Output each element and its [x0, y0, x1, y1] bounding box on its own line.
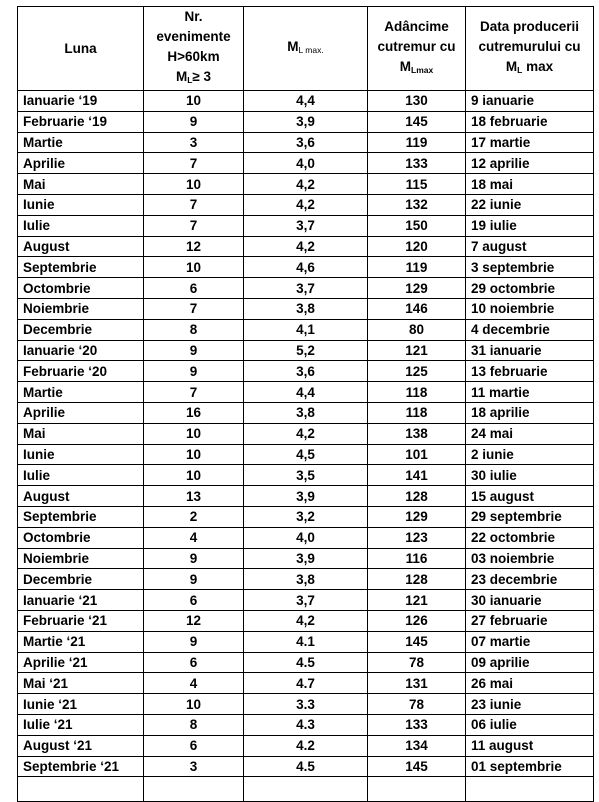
event-count-cell: 13	[144, 486, 244, 507]
event-count-cell: 10	[144, 423, 244, 444]
depth-cell: 119	[368, 132, 466, 153]
max-magnitude-cell: 4,0	[244, 153, 368, 174]
table-row	[18, 673, 594, 694]
month-cell: Iulie ‘21	[18, 714, 144, 735]
date-cell: 01 septembrie	[466, 756, 594, 777]
depth-cell: 130	[368, 91, 466, 112]
depth-cell: 133	[368, 153, 466, 174]
event-count-cell: 7	[144, 153, 244, 174]
date-cell: 22 iunie	[466, 194, 594, 215]
table-row	[18, 340, 594, 361]
month-cell: Mai ‘21	[18, 673, 144, 694]
depth-cell: 126	[368, 610, 466, 631]
date-cell: 10 noiembrie	[466, 298, 594, 319]
date-cell: 31 ianuarie	[466, 340, 594, 361]
date-cell: 23 iunie	[466, 694, 594, 715]
month-cell: Iunie ‘21	[18, 694, 144, 715]
date-cell: 3 septembrie	[466, 257, 594, 278]
event-count-cell: 16	[144, 402, 244, 423]
table-row	[18, 257, 594, 278]
month-cell: Octombrie	[18, 278, 144, 299]
date-cell: 09 aprilie	[466, 652, 594, 673]
month-cell: Decembrie	[18, 569, 144, 590]
event-count-cell: 10	[144, 444, 244, 465]
table-row	[18, 423, 594, 444]
max-magnitude-cell: 4,2	[244, 194, 368, 215]
max-magnitude-cell: 3,7	[244, 215, 368, 236]
table-row	[18, 548, 594, 569]
event-count-cell: 6	[144, 735, 244, 756]
table-row	[18, 610, 594, 631]
depth-cell: 146	[368, 298, 466, 319]
event-count-cell: 7	[144, 382, 244, 403]
table-row	[18, 319, 594, 340]
max-magnitude-cell: 4,2	[244, 236, 368, 257]
depth-cell: 119	[368, 257, 466, 278]
max-magnitude-cell: 3,8	[244, 402, 368, 423]
event-count-cell: 10	[144, 257, 244, 278]
event-count-cell: 4	[144, 527, 244, 548]
table-row	[18, 694, 594, 715]
event-count-cell: 9	[144, 569, 244, 590]
max-magnitude-cell: 4,2	[244, 610, 368, 631]
date-cell: 13 februarie	[466, 361, 594, 382]
month-cell: Martie ‘21	[18, 631, 144, 652]
table-header	[18, 7, 594, 91]
date-cell: 18 februarie	[466, 111, 594, 132]
date-cell: 30 iulie	[466, 465, 594, 486]
empty-cell	[144, 777, 244, 802]
empty-cell	[466, 777, 594, 802]
month-cell: Iunie	[18, 444, 144, 465]
event-count-cell: 8	[144, 319, 244, 340]
table-row	[18, 298, 594, 319]
event-count-cell: 4	[144, 673, 244, 694]
depth-cell: 131	[368, 673, 466, 694]
depth-cell: 145	[368, 756, 466, 777]
date-cell: 18 aprilie	[466, 402, 594, 423]
date-cell: 17 martie	[466, 132, 594, 153]
depth-cell: 120	[368, 236, 466, 257]
month-cell: Ianuarie ‘19	[18, 91, 144, 112]
month-cell: Martie	[18, 382, 144, 403]
header-max-magnitude: ML max.	[244, 7, 368, 91]
table-row	[18, 527, 594, 548]
date-cell: 07 martie	[466, 631, 594, 652]
depth-cell: 128	[368, 486, 466, 507]
date-cell: 26 mai	[466, 673, 594, 694]
depth-cell: 121	[368, 340, 466, 361]
max-magnitude-cell: 3.3	[244, 694, 368, 715]
month-cell: Iulie	[18, 465, 144, 486]
month-cell: Decembrie	[18, 319, 144, 340]
depth-cell: 78	[368, 694, 466, 715]
depth-cell: 129	[368, 506, 466, 527]
event-count-cell: 9	[144, 548, 244, 569]
max-magnitude-cell: 4.5	[244, 652, 368, 673]
table-row	[18, 652, 594, 673]
max-magnitude-cell: 4.5	[244, 756, 368, 777]
max-magnitude-cell: 3,6	[244, 361, 368, 382]
month-cell: August	[18, 236, 144, 257]
event-count-cell: 7	[144, 298, 244, 319]
header-depth: Adâncime cutremur cu $M_{Lmax}$	[368, 7, 466, 91]
max-magnitude-cell: 4,0	[244, 527, 368, 548]
date-cell: 4 decembrie	[466, 319, 594, 340]
depth-cell: 141	[368, 465, 466, 486]
table-row	[18, 735, 594, 756]
table-row	[18, 465, 594, 486]
table-row	[18, 236, 594, 257]
month-cell: Noiembrie	[18, 548, 144, 569]
month-cell: Iulie	[18, 215, 144, 236]
date-cell: 19 iulie	[466, 215, 594, 236]
table-row	[18, 91, 594, 112]
depth-cell: 123	[368, 527, 466, 548]
event-count-cell: 12	[144, 236, 244, 257]
depth-cell: 134	[368, 735, 466, 756]
month-cell: Februarie ‘20	[18, 361, 144, 382]
event-count-cell: 8	[144, 714, 244, 735]
max-magnitude-cell: 4,6	[244, 257, 368, 278]
event-count-cell: 12	[144, 610, 244, 631]
depth-cell: 150	[368, 215, 466, 236]
table-row	[18, 714, 594, 735]
table-row	[18, 506, 594, 527]
date-cell: 9 ianuarie	[466, 91, 594, 112]
date-cell: 12 aprilie	[466, 153, 594, 174]
month-cell: Aprilie	[18, 402, 144, 423]
date-cell: 15 august	[466, 486, 594, 507]
earthquake-table-container	[17, 6, 594, 802]
month-cell: August	[18, 486, 144, 507]
max-magnitude-cell: 3,8	[244, 569, 368, 590]
max-magnitude-cell: 4.7	[244, 673, 368, 694]
depth-cell: 118	[368, 402, 466, 423]
month-cell: Septembrie	[18, 257, 144, 278]
empty-table-row	[18, 777, 594, 802]
max-magnitude-cell: 3,2	[244, 506, 368, 527]
month-cell: Februarie ‘19	[18, 111, 144, 132]
depth-cell: 116	[368, 548, 466, 569]
max-magnitude-cell: 3,9	[244, 548, 368, 569]
date-cell: 27 februarie	[466, 610, 594, 631]
date-cell: 24 mai	[466, 423, 594, 444]
event-count-cell: 3	[144, 756, 244, 777]
month-cell: Februarie ‘21	[18, 610, 144, 631]
table-row	[18, 174, 594, 195]
event-count-cell: 6	[144, 652, 244, 673]
empty-cell	[18, 777, 144, 802]
table-row	[18, 111, 594, 132]
depth-cell: 80	[368, 319, 466, 340]
max-magnitude-cell: 4,4	[244, 91, 368, 112]
event-count-cell: 10	[144, 465, 244, 486]
month-cell: Aprilie ‘21	[18, 652, 144, 673]
event-count-cell: 9	[144, 361, 244, 382]
max-magnitude-cell: 3,8	[244, 298, 368, 319]
depth-cell: 125	[368, 361, 466, 382]
depth-cell: 129	[368, 278, 466, 299]
date-cell: 2 iunie	[466, 444, 594, 465]
header-event-count: Nr. evenimente H>60km $M_L\ge 3$	[144, 7, 244, 91]
date-cell: 22 octombrie	[466, 527, 594, 548]
table-row	[18, 444, 594, 465]
max-magnitude-cell: 3,7	[244, 590, 368, 611]
table-row	[18, 278, 594, 299]
table-body	[18, 91, 594, 802]
max-magnitude-cell: 3,5	[244, 465, 368, 486]
max-magnitude-cell: 3,9	[244, 111, 368, 132]
date-cell: 29 septembrie	[466, 506, 594, 527]
max-magnitude-cell: 4,2	[244, 174, 368, 195]
table-row	[18, 215, 594, 236]
depth-cell: 138	[368, 423, 466, 444]
table-row	[18, 153, 594, 174]
table-row	[18, 756, 594, 777]
event-count-cell: 7	[144, 215, 244, 236]
table-row	[18, 402, 594, 423]
month-cell: Octombrie	[18, 527, 144, 548]
event-count-cell: 10	[144, 174, 244, 195]
event-count-cell: 9	[144, 111, 244, 132]
date-cell: 06 iulie	[466, 714, 594, 735]
depth-cell: 101	[368, 444, 466, 465]
max-magnitude-cell: 4.3	[244, 714, 368, 735]
event-count-cell: 9	[144, 631, 244, 652]
max-magnitude-cell: 4.2	[244, 735, 368, 756]
depth-cell: 133	[368, 714, 466, 735]
month-cell: Iunie	[18, 194, 144, 215]
max-magnitude-cell: 3,9	[244, 486, 368, 507]
table-row	[18, 631, 594, 652]
date-cell: 03 noiembrie	[466, 548, 594, 569]
max-magnitude-cell: 5,2	[244, 340, 368, 361]
month-cell: August ‘21	[18, 735, 144, 756]
date-cell: 30 ianuarie	[466, 590, 594, 611]
header-row	[18, 7, 594, 91]
date-cell: 7 august	[466, 236, 594, 257]
event-count-cell: 10	[144, 91, 244, 112]
event-count-cell: 9	[144, 340, 244, 361]
event-count-cell: 6	[144, 278, 244, 299]
date-cell: 18 mai	[466, 174, 594, 195]
month-cell: Septembrie ‘21	[18, 756, 144, 777]
max-magnitude-cell: 3,6	[244, 132, 368, 153]
depth-cell: 118	[368, 382, 466, 403]
table-row	[18, 590, 594, 611]
month-cell: Aprilie	[18, 153, 144, 174]
month-cell: Mai	[18, 423, 144, 444]
event-count-cell: 10	[144, 694, 244, 715]
empty-cell	[368, 777, 466, 802]
depth-cell: 132	[368, 194, 466, 215]
month-cell: Noiembrie	[18, 298, 144, 319]
table-row	[18, 361, 594, 382]
month-cell: Septembrie	[18, 506, 144, 527]
empty-cell	[244, 777, 368, 802]
depth-cell: 78	[368, 652, 466, 673]
table-row	[18, 486, 594, 507]
month-cell: Ianuarie ‘21	[18, 590, 144, 611]
max-magnitude-cell: 4,4	[244, 382, 368, 403]
table-row	[18, 132, 594, 153]
event-count-cell: 3	[144, 132, 244, 153]
table-row	[18, 569, 594, 590]
date-cell: 11 august	[466, 735, 594, 756]
table-row	[18, 382, 594, 403]
depth-cell: 128	[368, 569, 466, 590]
month-cell: Ianuarie ‘20	[18, 340, 144, 361]
event-count-cell: 7	[144, 194, 244, 215]
date-cell: 23 decembrie	[466, 569, 594, 590]
depth-cell: 115	[368, 174, 466, 195]
earthquake-table	[17, 6, 594, 802]
max-magnitude-cell: 4,5	[244, 444, 368, 465]
header-month: Luna	[18, 7, 144, 91]
max-magnitude-cell: 4,2	[244, 423, 368, 444]
table-row	[18, 194, 594, 215]
depth-cell: 145	[368, 111, 466, 132]
header-date: Data producerii cutremurului cu $M_L$ max	[466, 7, 594, 91]
month-cell: Martie	[18, 132, 144, 153]
depth-cell: 145	[368, 631, 466, 652]
max-magnitude-cell: 4,1	[244, 319, 368, 340]
month-cell: Mai	[18, 174, 144, 195]
max-magnitude-cell: 4.1	[244, 631, 368, 652]
max-magnitude-cell: 3,7	[244, 278, 368, 299]
depth-cell: 121	[368, 590, 466, 611]
event-count-cell: 6	[144, 590, 244, 611]
event-count-cell: 2	[144, 506, 244, 527]
date-cell: 11 martie	[466, 382, 594, 403]
date-cell: 29 octombrie	[466, 278, 594, 299]
